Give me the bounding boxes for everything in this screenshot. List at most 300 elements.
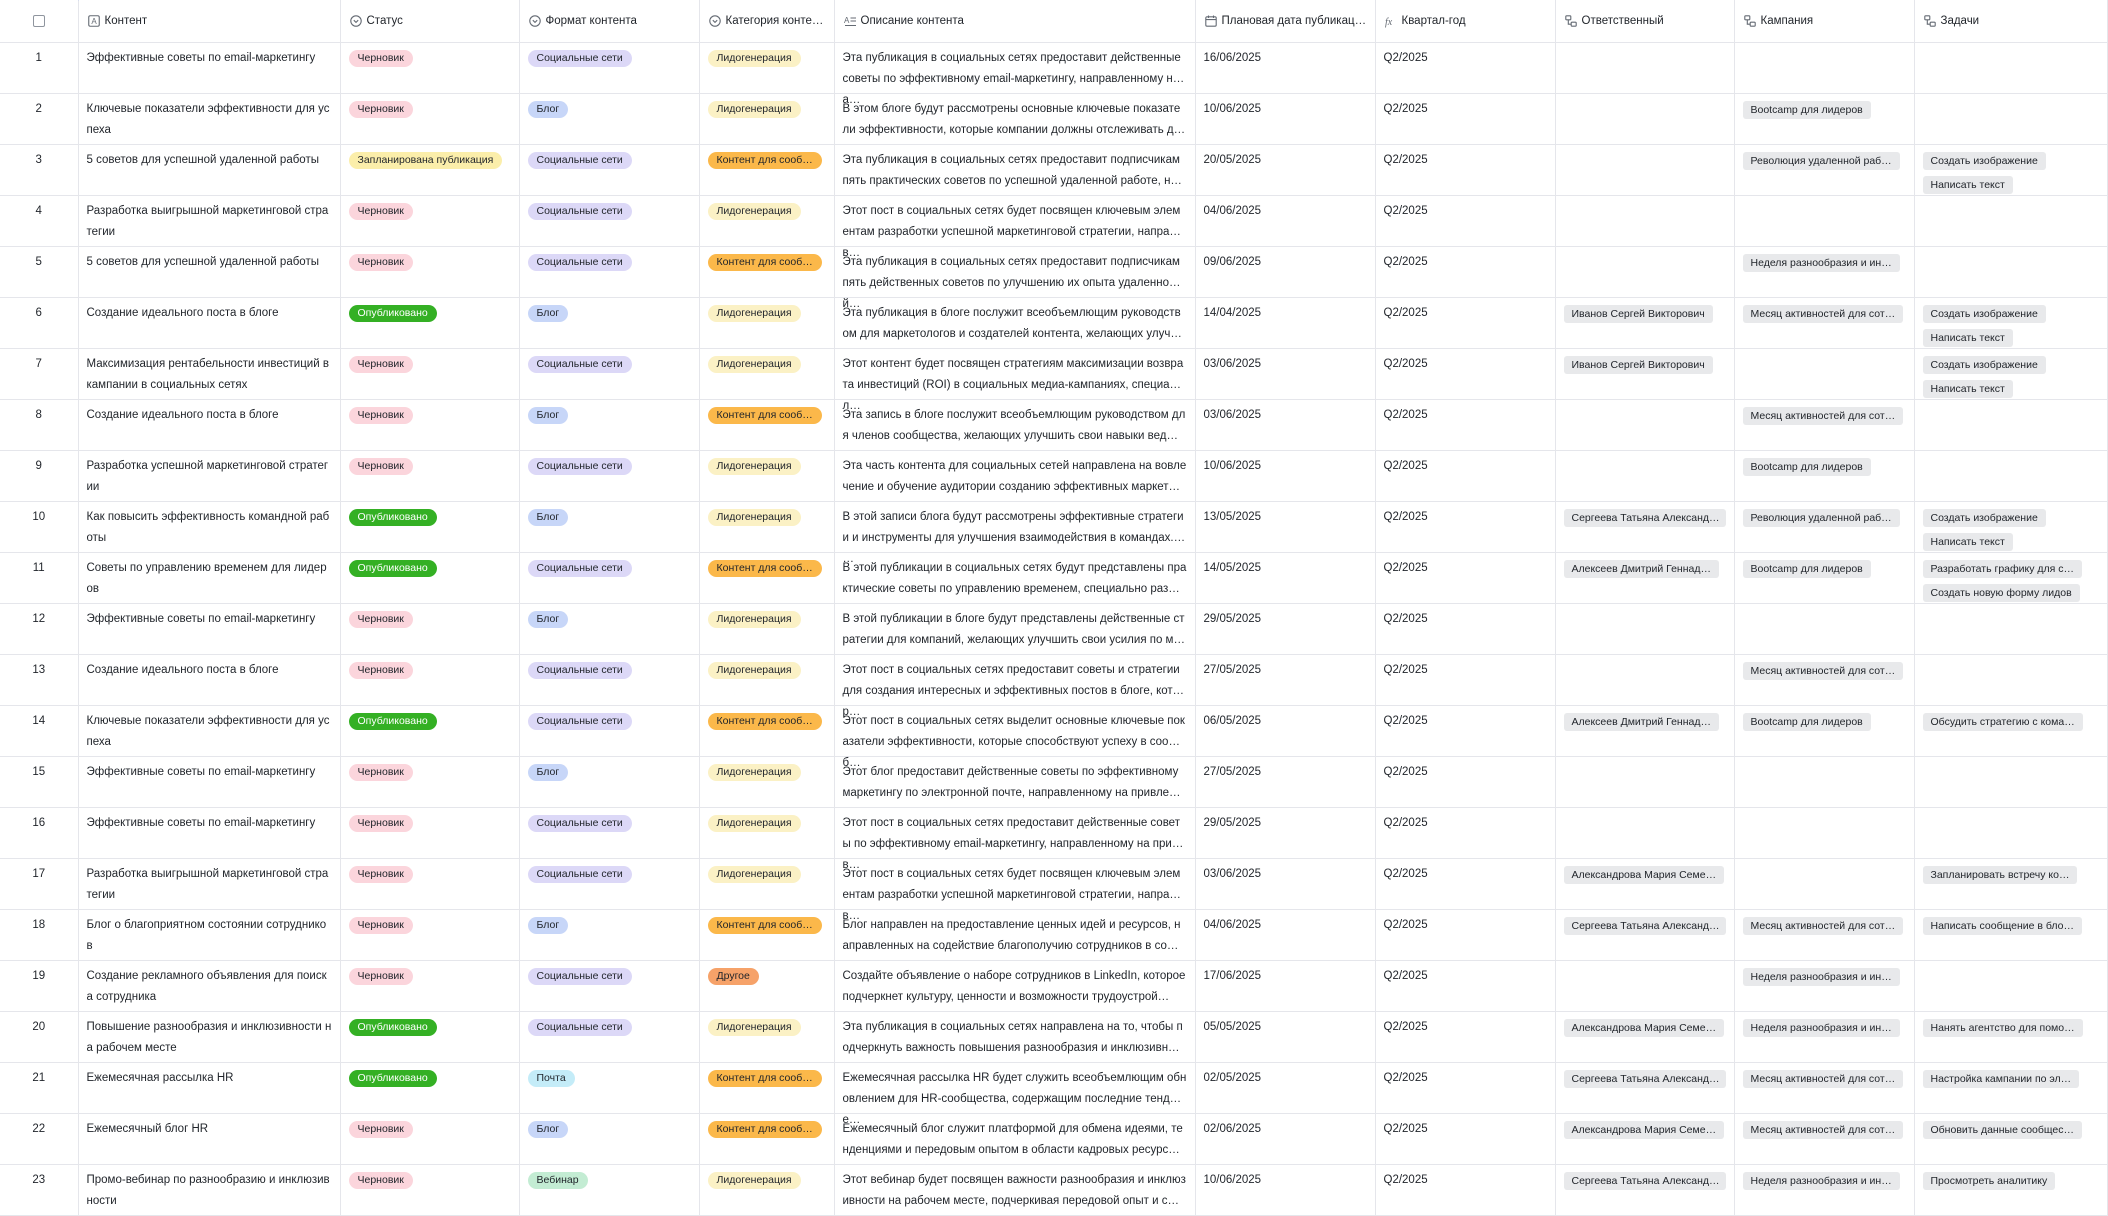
quarter-cell[interactable] <box>1375 502 1555 553</box>
content-cell[interactable] <box>78 1012 340 1063</box>
row-number-cell[interactable] <box>0 604 78 655</box>
date-cell[interactable] <box>1195 757 1375 808</box>
campaign-cell[interactable] <box>1734 298 1914 349</box>
owner-cell[interactable] <box>1555 298 1734 349</box>
task-record[interactable]: Создать новую форму лидов <box>1923 584 2080 602</box>
owner-cell[interactable] <box>1555 502 1734 553</box>
date-cell[interactable] <box>1195 1165 1375 1216</box>
row-number-cell[interactable] <box>0 655 78 706</box>
campaign-cell[interactable] <box>1734 94 1914 145</box>
tasks-cell[interactable] <box>1914 94 2107 145</box>
table-row[interactable] <box>0 655 2107 706</box>
content-cell[interactable] <box>78 604 340 655</box>
campaign-cell[interactable] <box>1734 451 1914 502</box>
owner-record[interactable]: Иванов Сергей Викторович <box>1564 356 1713 374</box>
campaign-record[interactable]: Неделя разнообразия и ин… <box>1743 1172 1900 1190</box>
format-cell[interactable] <box>519 298 699 349</box>
description-cell[interactable] <box>834 961 1195 1012</box>
owner-cell[interactable] <box>1555 1063 1734 1114</box>
table-row[interactable] <box>0 298 2107 349</box>
description-cell[interactable] <box>834 1114 1195 1165</box>
task-record[interactable]: Обновить данные сообщес… <box>1923 1121 2083 1139</box>
row-number-cell[interactable] <box>0 1114 78 1165</box>
status-cell[interactable] <box>340 298 519 349</box>
description-cell[interactable] <box>834 502 1195 565</box>
tasks-cell[interactable] <box>1914 349 2107 400</box>
owner-record[interactable]: Александрова Мария Семе… <box>1564 1121 1725 1139</box>
owner-cell[interactable] <box>1555 706 1734 757</box>
select-all-checkbox[interactable] <box>33 15 45 27</box>
row-number-cell[interactable] <box>0 502 78 553</box>
date-cell[interactable] <box>1195 196 1375 247</box>
table-row[interactable] <box>0 1012 2107 1063</box>
category-cell[interactable] <box>699 757 834 808</box>
format-cell[interactable] <box>519 349 699 400</box>
date-cell[interactable] <box>1195 1114 1375 1165</box>
content-cell[interactable] <box>78 145 340 196</box>
campaign-record[interactable]: Bootcamp для лидеров <box>1743 560 1871 578</box>
description-cell[interactable] <box>834 196 1195 259</box>
tasks-cell[interactable] <box>1914 400 2107 451</box>
table-row[interactable] <box>0 43 2107 94</box>
table-row[interactable] <box>0 808 2107 859</box>
category-cell[interactable] <box>699 145 834 196</box>
campaign-record[interactable]: Месяц активностей для сот… <box>1743 407 1904 425</box>
category-cell[interactable] <box>699 706 834 757</box>
owner-record[interactable]: Александрова Мария Семе… <box>1564 1019 1725 1037</box>
table-row[interactable] <box>0 553 2107 604</box>
status-cell[interactable] <box>340 349 519 400</box>
status-cell[interactable] <box>340 910 519 961</box>
description-cell[interactable] <box>834 43 1195 106</box>
content-cell[interactable] <box>78 808 340 859</box>
campaign-cell[interactable] <box>1734 196 1914 247</box>
column-header-description[interactable] <box>834 0 1195 43</box>
campaign-cell[interactable] <box>1734 859 1914 910</box>
category-cell[interactable] <box>699 349 834 400</box>
format-cell[interactable] <box>519 1012 699 1063</box>
date-cell[interactable] <box>1195 655 1375 706</box>
format-cell[interactable] <box>519 502 699 553</box>
format-cell[interactable] <box>519 94 699 145</box>
owner-record[interactable]: Сергеева Татьяна Александ… <box>1564 1070 1726 1088</box>
format-cell[interactable] <box>519 1114 699 1165</box>
status-cell[interactable] <box>340 757 519 808</box>
owner-cell[interactable] <box>1555 910 1734 961</box>
quarter-cell[interactable] <box>1375 1063 1555 1114</box>
quarter-cell[interactable] <box>1375 145 1555 196</box>
campaign-cell[interactable] <box>1734 808 1914 859</box>
owner-cell[interactable] <box>1555 1012 1734 1063</box>
category-cell[interactable] <box>699 400 834 451</box>
category-cell[interactable] <box>699 859 834 910</box>
content-cell[interactable] <box>78 553 340 604</box>
campaign-cell[interactable] <box>1734 706 1914 757</box>
category-cell[interactable] <box>699 502 834 553</box>
quarter-cell[interactable] <box>1375 1114 1555 1165</box>
format-cell[interactable] <box>519 43 699 94</box>
task-record[interactable]: Создать изображение <box>1923 152 2046 170</box>
table-row[interactable] <box>0 706 2107 757</box>
owner-cell[interactable] <box>1555 808 1734 859</box>
table-row[interactable] <box>0 145 2107 196</box>
table-row[interactable] <box>0 349 2107 400</box>
table-row[interactable] <box>0 502 2107 553</box>
tasks-cell[interactable] <box>1914 961 2107 1012</box>
campaign-cell[interactable] <box>1734 1063 1914 1114</box>
row-number-cell[interactable] <box>0 298 78 349</box>
quarter-cell[interactable] <box>1375 910 1555 961</box>
row-number-cell[interactable] <box>0 808 78 859</box>
column-header-checkbox[interactable] <box>0 0 78 43</box>
format-cell[interactable] <box>519 808 699 859</box>
campaign-record[interactable]: Неделя разнообразия и ин… <box>1743 1019 1900 1037</box>
format-cell[interactable] <box>519 1165 699 1216</box>
status-cell[interactable] <box>340 1012 519 1063</box>
status-cell[interactable] <box>340 604 519 655</box>
format-cell[interactable] <box>519 859 699 910</box>
tasks-cell[interactable] <box>1914 655 2107 706</box>
category-cell[interactable] <box>699 961 834 1012</box>
quarter-cell[interactable] <box>1375 553 1555 604</box>
content-cell[interactable] <box>78 502 340 553</box>
table-row[interactable] <box>0 451 2107 502</box>
quarter-cell[interactable] <box>1375 1165 1555 1216</box>
column-header-campaign[interactable] <box>1734 0 1914 43</box>
table-row[interactable] <box>0 1165 2107 1216</box>
date-cell[interactable] <box>1195 1012 1375 1063</box>
campaign-cell[interactable] <box>1734 247 1914 298</box>
format-cell[interactable] <box>519 553 699 604</box>
table-row[interactable] <box>0 247 2107 298</box>
owner-record[interactable]: Алексеев Дмитрий Геннад… <box>1564 713 1719 731</box>
task-record[interactable]: Написать текст <box>1923 380 2013 398</box>
status-cell[interactable] <box>340 553 519 604</box>
description-cell[interactable] <box>834 757 1195 808</box>
status-cell[interactable] <box>340 502 519 553</box>
category-cell[interactable] <box>699 451 834 502</box>
format-cell[interactable] <box>519 196 699 247</box>
quarter-cell[interactable] <box>1375 604 1555 655</box>
campaign-record[interactable]: Месяц активностей для сот… <box>1743 1070 1904 1088</box>
category-cell[interactable] <box>699 94 834 145</box>
format-cell[interactable] <box>519 655 699 706</box>
category-cell[interactable] <box>699 655 834 706</box>
status-cell[interactable] <box>340 808 519 859</box>
description-cell[interactable] <box>834 298 1195 349</box>
description-cell[interactable] <box>834 604 1195 655</box>
quarter-cell[interactable] <box>1375 757 1555 808</box>
row-number-cell[interactable] <box>0 451 78 502</box>
content-cell[interactable] <box>78 247 340 298</box>
content-cell[interactable] <box>78 859 340 910</box>
quarter-cell[interactable] <box>1375 859 1555 910</box>
owner-cell[interactable] <box>1555 451 1734 502</box>
quarter-cell[interactable] <box>1375 94 1555 145</box>
row-number-cell[interactable] <box>0 553 78 604</box>
status-cell[interactable] <box>340 961 519 1012</box>
quarter-cell[interactable] <box>1375 1012 1555 1063</box>
description-cell[interactable] <box>834 145 1195 196</box>
tasks-cell[interactable] <box>1914 298 2107 349</box>
table-row[interactable] <box>0 196 2107 247</box>
description-cell[interactable] <box>834 706 1195 769</box>
tasks-cell[interactable] <box>1914 502 2107 553</box>
table-row[interactable] <box>0 757 2107 808</box>
content-cell[interactable] <box>78 1114 340 1165</box>
content-cell[interactable] <box>78 349 340 400</box>
format-cell[interactable] <box>519 400 699 451</box>
content-cell[interactable] <box>78 910 340 961</box>
tasks-cell[interactable] <box>1914 1012 2107 1063</box>
row-number-cell[interactable] <box>0 43 78 94</box>
date-cell[interactable] <box>1195 1063 1375 1114</box>
format-cell[interactable] <box>519 706 699 757</box>
campaign-record[interactable]: Революция удаленной раб… <box>1743 509 1900 527</box>
task-record[interactable]: Запланировать встречу ко… <box>1923 866 2078 884</box>
format-cell[interactable] <box>519 1063 699 1114</box>
status-cell[interactable] <box>340 451 519 502</box>
row-number-cell[interactable] <box>0 859 78 910</box>
description-cell[interactable] <box>834 859 1195 922</box>
campaign-cell[interactable] <box>1734 145 1914 196</box>
description-cell[interactable] <box>834 451 1195 502</box>
column-header-date[interactable] <box>1195 0 1375 43</box>
campaign-record[interactable]: Месяц активностей для сот… <box>1743 1121 1904 1139</box>
campaign-cell[interactable] <box>1734 1012 1914 1063</box>
date-cell[interactable] <box>1195 502 1375 553</box>
table-row[interactable] <box>0 1063 2107 1114</box>
task-record[interactable]: Разработать графику для с… <box>1923 560 2083 578</box>
status-cell[interactable] <box>340 1063 519 1114</box>
date-cell[interactable] <box>1195 94 1375 145</box>
format-cell[interactable] <box>519 757 699 808</box>
quarter-cell[interactable] <box>1375 706 1555 757</box>
date-cell[interactable] <box>1195 553 1375 604</box>
campaign-record[interactable]: Революция удаленной раб… <box>1743 152 1900 170</box>
campaign-record[interactable]: Месяц активностей для сот… <box>1743 662 1904 680</box>
campaign-record[interactable]: Bootcamp для лидеров <box>1743 458 1871 476</box>
campaign-cell[interactable] <box>1734 961 1914 1012</box>
status-cell[interactable] <box>340 1114 519 1165</box>
quarter-cell[interactable] <box>1375 400 1555 451</box>
status-cell[interactable] <box>340 859 519 910</box>
category-cell[interactable] <box>699 298 834 349</box>
status-cell[interactable] <box>340 400 519 451</box>
column-header-category[interactable] <box>699 0 834 43</box>
task-record[interactable]: Просмотреть аналитику <box>1923 1172 2056 1190</box>
description-cell[interactable] <box>834 910 1195 961</box>
tasks-cell[interactable] <box>1914 1114 2107 1165</box>
content-cell[interactable] <box>78 43 340 94</box>
owner-record[interactable]: Александрова Мария Семе… <box>1564 866 1725 884</box>
task-record[interactable]: Настройка кампании по эл… <box>1923 1070 2080 1088</box>
row-number-cell[interactable] <box>0 349 78 400</box>
content-cell[interactable] <box>78 1165 340 1216</box>
task-record[interactable]: Написать сообщение в бло… <box>1923 917 2083 935</box>
date-cell[interactable] <box>1195 145 1375 196</box>
campaign-cell[interactable] <box>1734 910 1914 961</box>
owner-cell[interactable] <box>1555 43 1734 94</box>
tasks-cell[interactable] <box>1914 808 2107 859</box>
tasks-cell[interactable] <box>1914 247 2107 298</box>
row-number-cell[interactable] <box>0 247 78 298</box>
table-row[interactable] <box>0 604 2107 655</box>
column-header-status[interactable] <box>340 0 519 43</box>
campaign-record[interactable]: Неделя разнообразия и ин… <box>1743 968 1900 986</box>
owner-cell[interactable] <box>1555 757 1734 808</box>
task-record[interactable]: Обсудить стратегию с кома… <box>1923 713 2083 731</box>
column-header-tasks[interactable] <box>1914 0 2107 43</box>
status-cell[interactable] <box>340 43 519 94</box>
owner-cell[interactable] <box>1555 145 1734 196</box>
owner-cell[interactable] <box>1555 400 1734 451</box>
content-cell[interactable] <box>78 757 340 808</box>
owner-cell[interactable] <box>1555 604 1734 655</box>
row-number-cell[interactable] <box>0 145 78 196</box>
owner-record[interactable]: Сергеева Татьяна Александ… <box>1564 509 1726 527</box>
row-number-cell[interactable] <box>0 1012 78 1063</box>
column-header-content[interactable] <box>78 0 340 43</box>
tasks-cell[interactable] <box>1914 43 2107 94</box>
campaign-cell[interactable] <box>1734 655 1914 706</box>
campaign-cell[interactable] <box>1734 400 1914 451</box>
quarter-cell[interactable] <box>1375 43 1555 94</box>
tasks-cell[interactable] <box>1914 706 2107 757</box>
description-cell[interactable] <box>834 1165 1195 1216</box>
description-cell[interactable] <box>834 349 1195 412</box>
table-row[interactable] <box>0 400 2107 451</box>
description-cell[interactable] <box>834 1063 1195 1126</box>
row-number-cell[interactable] <box>0 757 78 808</box>
row-number-cell[interactable] <box>0 196 78 247</box>
campaign-record[interactable]: Bootcamp для лидеров <box>1743 713 1871 731</box>
campaign-record[interactable]: Неделя разнообразия и ин… <box>1743 254 1900 272</box>
row-number-cell[interactable] <box>0 94 78 145</box>
tasks-cell[interactable] <box>1914 859 2107 910</box>
tasks-cell[interactable] <box>1914 553 2107 604</box>
category-cell[interactable] <box>699 1063 834 1114</box>
format-cell[interactable] <box>519 604 699 655</box>
content-cell[interactable] <box>78 400 340 451</box>
table-row[interactable] <box>0 1114 2107 1165</box>
owner-cell[interactable] <box>1555 349 1734 400</box>
campaign-cell[interactable] <box>1734 502 1914 553</box>
quarter-cell[interactable] <box>1375 451 1555 502</box>
row-number-cell[interactable] <box>0 1165 78 1216</box>
date-cell[interactable] <box>1195 859 1375 910</box>
owner-cell[interactable] <box>1555 859 1734 910</box>
campaign-cell[interactable] <box>1734 553 1914 604</box>
tasks-cell[interactable] <box>1914 1165 2107 1216</box>
owner-record[interactable]: Алексеев Дмитрий Геннад… <box>1564 560 1719 578</box>
table-row[interactable] <box>0 94 2107 145</box>
owner-cell[interactable] <box>1555 247 1734 298</box>
description-cell[interactable] <box>834 247 1195 310</box>
date-cell[interactable] <box>1195 706 1375 757</box>
owner-cell[interactable] <box>1555 94 1734 145</box>
content-cell[interactable] <box>78 1063 340 1114</box>
category-cell[interactable] <box>699 196 834 247</box>
status-cell[interactable] <box>340 1165 519 1216</box>
quarter-cell[interactable] <box>1375 247 1555 298</box>
tasks-cell[interactable] <box>1914 451 2107 502</box>
tasks-cell[interactable] <box>1914 145 2107 196</box>
content-cell[interactable] <box>78 706 340 757</box>
campaign-cell[interactable] <box>1734 1165 1914 1216</box>
quarter-cell[interactable] <box>1375 655 1555 706</box>
campaign-cell[interactable] <box>1734 604 1914 655</box>
content-cell[interactable] <box>78 961 340 1012</box>
quarter-cell[interactable] <box>1375 196 1555 247</box>
status-cell[interactable] <box>340 706 519 757</box>
campaign-record[interactable]: Bootcamp для лидеров <box>1743 101 1871 119</box>
content-cell[interactable] <box>78 196 340 247</box>
quarter-cell[interactable] <box>1375 961 1555 1012</box>
row-number-cell[interactable] <box>0 910 78 961</box>
date-cell[interactable] <box>1195 910 1375 961</box>
task-record[interactable]: Создать изображение <box>1923 356 2046 374</box>
date-cell[interactable] <box>1195 247 1375 298</box>
description-cell[interactable] <box>834 94 1195 145</box>
campaign-cell[interactable] <box>1734 1114 1914 1165</box>
status-cell[interactable] <box>340 145 519 196</box>
column-header-format[interactable] <box>519 0 699 43</box>
date-cell[interactable] <box>1195 400 1375 451</box>
owner-record[interactable]: Сергеева Татьяна Александ… <box>1564 1172 1726 1190</box>
table-row[interactable] <box>0 859 2107 910</box>
format-cell[interactable] <box>519 961 699 1012</box>
category-cell[interactable] <box>699 1165 834 1216</box>
task-record[interactable]: Нанять агентство для помо… <box>1923 1019 2083 1037</box>
date-cell[interactable] <box>1195 451 1375 502</box>
category-cell[interactable] <box>699 247 834 298</box>
row-number-cell[interactable] <box>0 961 78 1012</box>
description-cell[interactable] <box>834 553 1195 604</box>
owner-record[interactable]: Иванов Сергей Викторович <box>1564 305 1713 323</box>
tasks-cell[interactable] <box>1914 1063 2107 1114</box>
format-cell[interactable] <box>519 910 699 961</box>
status-cell[interactable] <box>340 94 519 145</box>
category-cell[interactable] <box>699 43 834 94</box>
description-cell[interactable] <box>834 1012 1195 1063</box>
status-cell[interactable] <box>340 247 519 298</box>
category-cell[interactable] <box>699 808 834 859</box>
category-cell[interactable] <box>699 604 834 655</box>
table-row[interactable] <box>0 910 2107 961</box>
category-cell[interactable] <box>699 553 834 604</box>
table-row[interactable] <box>0 961 2107 1012</box>
task-record[interactable]: Создать изображение <box>1923 509 2046 527</box>
owner-cell[interactable] <box>1555 196 1734 247</box>
row-number-cell[interactable] <box>0 706 78 757</box>
quarter-cell[interactable] <box>1375 808 1555 859</box>
content-cell[interactable] <box>78 451 340 502</box>
task-record[interactable]: Написать текст <box>1923 176 2013 194</box>
description-cell[interactable] <box>834 655 1195 718</box>
row-number-cell[interactable] <box>0 400 78 451</box>
date-cell[interactable] <box>1195 808 1375 859</box>
content-cell[interactable] <box>78 655 340 706</box>
quarter-cell[interactable] <box>1375 298 1555 349</box>
category-cell[interactable] <box>699 910 834 961</box>
date-cell[interactable] <box>1195 349 1375 400</box>
date-cell[interactable] <box>1195 604 1375 655</box>
content-cell[interactable] <box>78 94 340 145</box>
format-cell[interactable] <box>519 145 699 196</box>
owner-record[interactable]: Сергеева Татьяна Александ… <box>1564 917 1726 935</box>
tasks-cell[interactable] <box>1914 604 2107 655</box>
